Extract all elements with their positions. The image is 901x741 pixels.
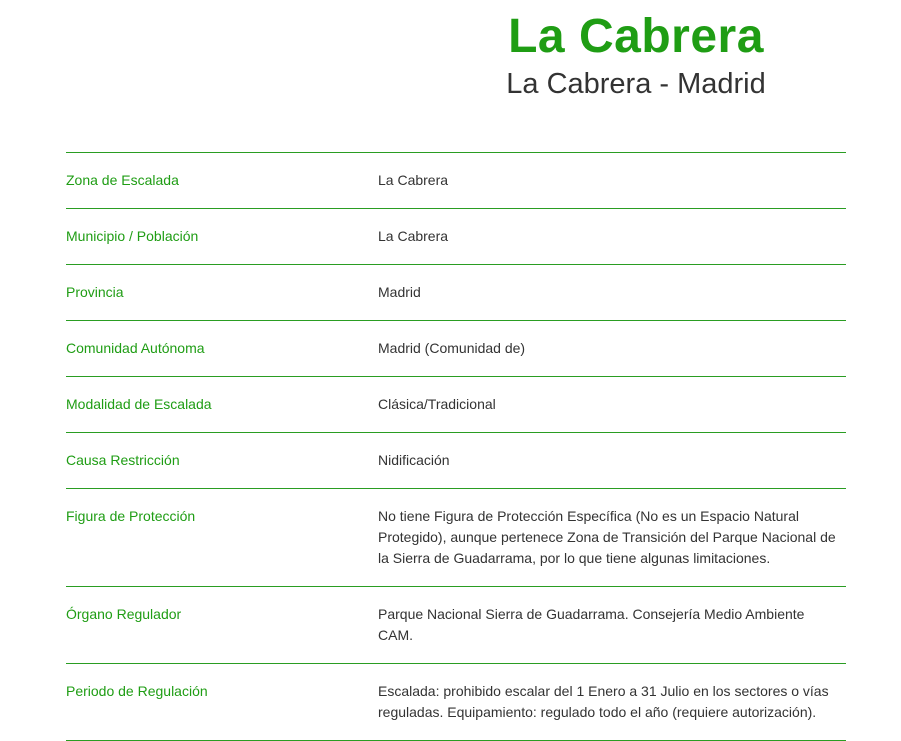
row-value: Parque Nacional Sierra de Guadarrama. Consejería Medio Ambiente CAM. xyxy=(378,606,805,643)
table-row xyxy=(66,489,846,587)
table-row xyxy=(66,433,846,489)
row-value: Escalada: prohibido escalar del 1 Enero a 31 Julio en los sectores o vías reguladas. Equipamiento: regulado todo el año (requiere autorización). xyxy=(378,683,829,720)
row-value: Madrid (Comunidad de) xyxy=(378,340,526,356)
table-row xyxy=(66,321,846,377)
row-label: Modalidad de Escalada xyxy=(66,396,212,412)
table-row xyxy=(66,664,846,741)
table-row xyxy=(66,153,846,209)
row-label: Zona de Escalada xyxy=(66,172,179,188)
row-value: Madrid xyxy=(378,284,421,300)
row-value: La Cabrera xyxy=(378,172,449,188)
row-label: Figura de Protección xyxy=(66,508,196,524)
row-label: Causa Restricción xyxy=(66,452,180,468)
table-row xyxy=(66,265,846,321)
row-label: Municipio / Población xyxy=(66,228,199,244)
page-title: La Cabrera xyxy=(508,10,764,63)
row-label: Periodo de Regulación xyxy=(66,683,208,699)
page-subtitle: La Cabrera - Madrid xyxy=(506,68,766,100)
row-label: Provincia xyxy=(66,284,124,300)
table-row xyxy=(66,377,846,433)
info-table xyxy=(66,152,846,741)
row-value: La Cabrera xyxy=(378,228,449,244)
row-value: Clásica/Tradicional xyxy=(378,396,496,412)
table-row xyxy=(66,587,846,664)
row-label: Comunidad Autónoma xyxy=(66,340,205,356)
row-value: No tiene Figura de Protección Específica (No es un Espacio Natural Protegido), aunque pertenece Zona de Transición del Parque Nacional de la Sierra de Guadarrama, por lo que tiene algunas limitaciones. xyxy=(378,508,836,566)
table-row xyxy=(66,209,846,265)
row-label: Órgano Regulador xyxy=(66,606,182,622)
row-value: Nidificación xyxy=(378,452,450,468)
